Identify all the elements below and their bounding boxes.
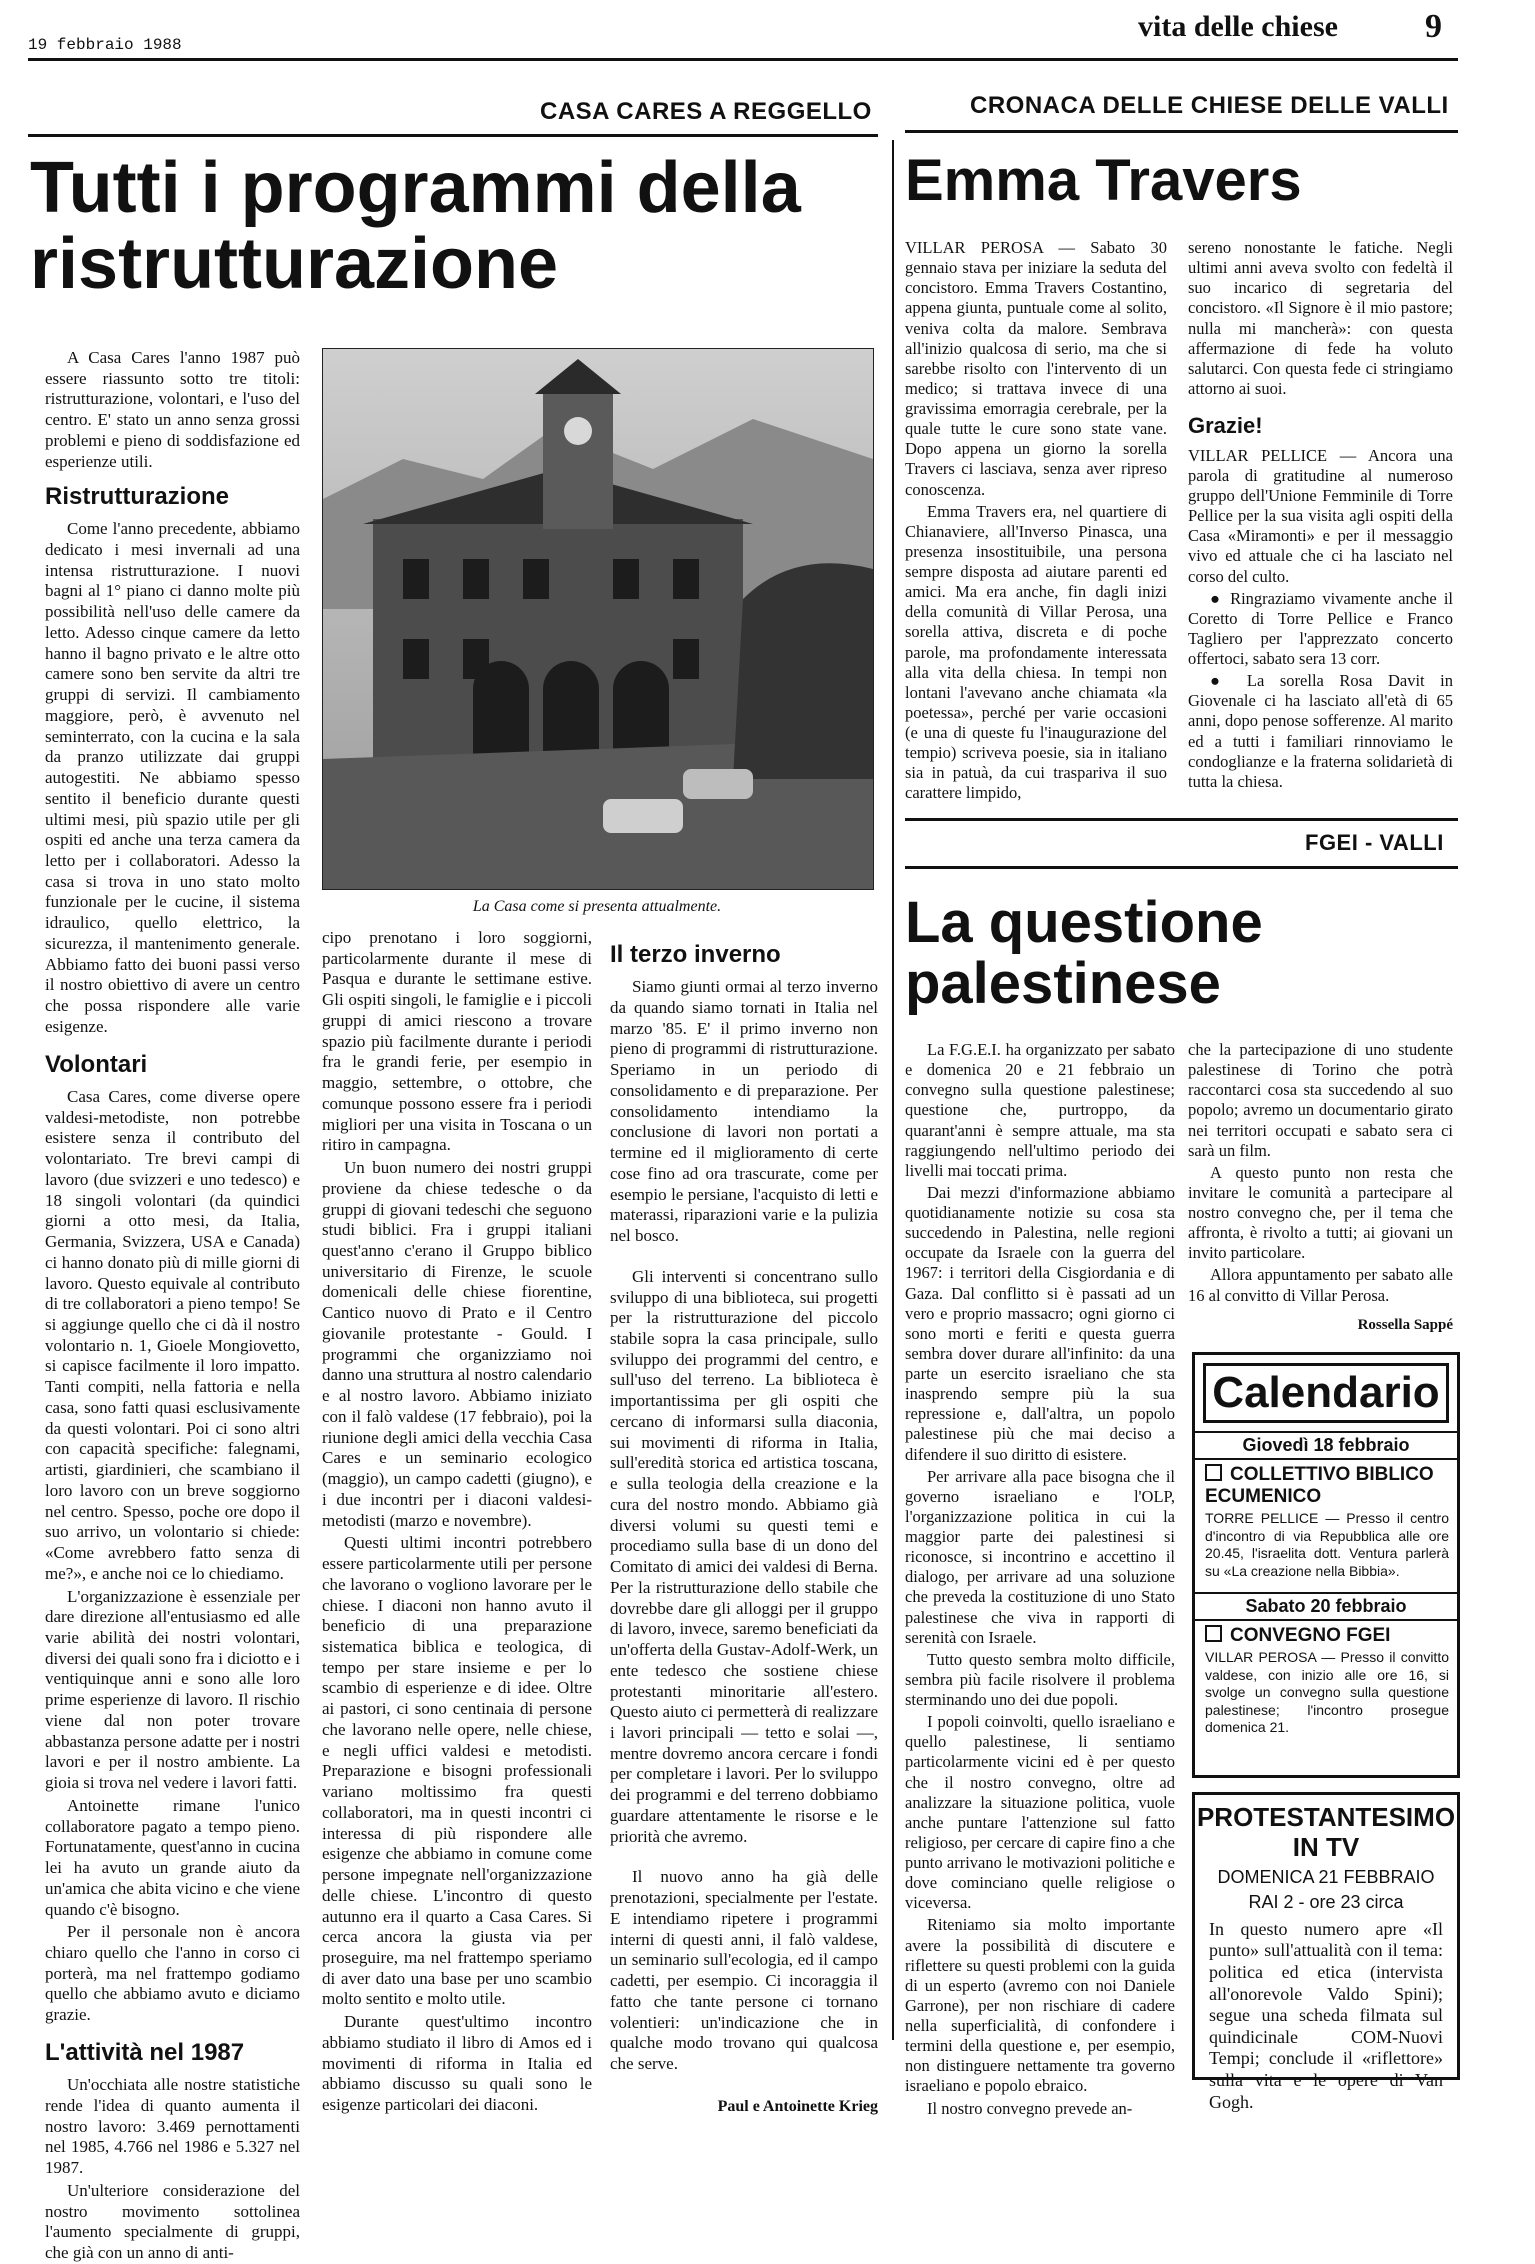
travers-paragraph-3: sereno nonostante le fatiche. Negli ultimi anni aveva svolto con fedeltà il suo incarico di segretaria del concistoro. «Il Signore è il mio pastore; nulla mi mancherà»: con questa affermazione di fede ha voluto salutarci. Con questa fede ci stringiamo attorno ai suoi.	[1188, 238, 1453, 398]
checkbox-icon	[1205, 1625, 1222, 1642]
casa-cares-photo	[322, 348, 874, 890]
paragraph-volontari-1: Casa Cares, come diverse opere valdesi-metodiste, non potrebbe esistere senza il contributo del volontariato. Tre brevi campi di lavoro (due svizzeri e uno tedesco) e 18 singoli volontari (da quindici giorni a otto mesi, da Italia, Germania, Svizzera, USA e Canada) ci hanno donato più di mille giorni di lavoro. Questo equivale al contributo di tre collaboratori a pieno tempo! Se si aggiunge quello che ci dà il nostro volontario n. 1, Gioele Mongiovetto, si capisce facilmente il loro impatto. Tanti compiti, nella fattoria e nella casa, sono fatti quasi esclusivamente da questi volontari. Poi ci sono altri con capacità specifiche: falegnami, artisti, giardinieri, che scambiano il loro lavoro con un breve soggiorno nel centro. Spesso, poche ore dopo il suo arrivo, un volontario si chiede: «Come avrebbero fatto senza di me?», e anche noi ce lo chiediamo.	[45, 1086, 300, 1583]
casa-cares-col-2	[322, 928, 592, 2116]
paragraph-volontari-3: Antoinette rimane l'unico collaboratore pagato a tempo pieno. Fortunatamente, quest'anno in cucina lei ha avuto un grande aiuto da un'amica che abita vicino e che viene quando c'è bisogno.	[45, 1795, 300, 1919]
palestina-paragraph-9: A questo punto non resta che invitare le comunità a partecipare al nostro convegno che, per il tema che affronta, è rivolto a tutti; ai giovani un invito particolare.	[1188, 1162, 1453, 1263]
travers-paragraph-1: VILLAR PEROSA — Sabato 30 gennaio stava per iniziare la seduta del concistoro. Emma Travers Costantino, appena giunta, puntuale come al solito, veniva colta da malore. Sembrava all'inizio qualcosa di serio, ma che si sarebbe risolto con l'intervento di un medico; si trattava invece di una gravissima emorragia cerebrale, per la quale tutte le cure sono state vane. Dopo appena un giorno la sorella Travers ci lasciava, senza aver ripreso conoscenza.	[905, 238, 1167, 499]
calendario-day-1: Giovedì 18 febbraio	[1195, 1431, 1457, 1460]
calendario-event-2-title	[1195, 1621, 1457, 1647]
event-2-title-text: CONVEGNO FGEI	[1230, 1625, 1391, 1646]
palestina-paragraph-6: Riteniamo sia molto importante avere la possibilità di discutere e riflettere su questi problemi con la guida di un esperto (avremo con noi Daniele Garrone), per non rischiare di cadere nella superficialità, di confondere i termini della questione e, per esempio, non distinguere nettamente tra governo israeliano e popolo ebraico.	[905, 1915, 1175, 2096]
subhead-attivita: L'attività nel 1987	[45, 2038, 245, 2066]
paragraph-ristrutturazione: Come l'anno precedente, abbiamo dedicato i mesi invernali ad una intensa ristrutturazione. I nuovi bagni al 1° piano ci danno molte più possibilità nell'uso delle camere da letto. Adesso cinque camere da letto hanno il bagno privato e le altre otto camere sono ben servite da altri tre gruppi di servizi. Il cambiamento maggiore, però, è avvenuto nel seminterrato, con la cucina e la sala da pranzo utilizzate dai gruppi autogestiti. Ne abbiamo spesso sentito il beneficio durante questi ultimi mesi, più spazio utile per gli ospiti ed anche una terza camera da letto per i collaboratori. Adesso la casa si trova in uno stato molto funzionale per le cucine, il sistema idraulico, quello elettrico, la sicurezza, il mantenimento generale. Abbiamo fatto dei buoni passi verso il nostro obiettivo di avere un centro che possa rispondere alle varie esigenze.	[45, 519, 300, 1036]
calendario-title: Calendario	[1203, 1363, 1449, 1423]
signature-sappe: Rossella Sappé	[1357, 1316, 1453, 1333]
intro-paragraph: A Casa Cares l'anno 1987 può essere riassunto sotto tre titoli: ristrutturazione, volontari, e l'uso del centro. E' stato un anno senza grossi problemi e pieno di soddisfazione ed esperienze utili.	[45, 348, 300, 471]
signature-krieg: Paul e Antoinette Krieg	[717, 2097, 878, 2115]
kicker-rule-left	[28, 134, 878, 137]
paragraph-terzo-3: Il nuovo anno ha già delle prenotazioni, specialmente per l'estate. E intendiamo ripetere i programmi interni di questi anni, il falò valdese, un seminario sull'ecologia, ed il campo cadetti, per esempio. Ci incoraggia il fatto che tante persone ci tornano volentieri: un'indicazione che in qualche modo trovano qui qualcosa che serve.	[610, 1867, 878, 2073]
palestina-paragraph-4: Tutto questo sembra molto difficile, sembra più facile risolvere il problema sterminando uno dei due popoli.	[905, 1649, 1175, 1709]
column-divider	[892, 140, 894, 2040]
palestina-paragraph-5: I popoli coinvolti, quello israeliano e quello palestinese, li sentiamo particolarmente vicini ed è per questo che il nostro convegno, oltre ad analizzare la situazione politica, vuole anche puntare l'attenzione sul fatto religioso, per cercare di capire fino a che punto arrivano le motivazioni politiche e dove cominciano quelle religiose o viceversa.	[905, 1712, 1175, 1913]
paragraph-mid-4: Durante quest'ultimo incontro abbiamo studiato il libro di Amos ed i movimenti di riforma in Italia ed abbiamo discusso su quali sono le esigenze particolari dei diaconi.	[322, 2012, 592, 2115]
tv-date: DOMENICA 21 FEBBRAIO	[1217, 1866, 1435, 1887]
paragraph-attivita-1: Un'occhiata alle nostre statistiche rende l'idea di quanto aumenta il nostro lavoro: 3.469 pernottamenti nel 1985, 4.766 nel 1986 e 5.327 nel 1987.	[45, 2075, 300, 2178]
event-1-title-text: COLLETTIVO BIBLICO ECUMENICO	[1205, 1464, 1434, 1507]
subhead-volontari: Volontari	[45, 1050, 148, 1078]
paragraph-mid-1: cipo prenotano i loro soggiorni, particolarmente durante il mese di Pasqua e durante le settimane estive. Gli ospiti singoli, le famiglie e i piccoli gruppi di amici riescono a trovare spazio più facilmente durante i periodi fra le grandi ferie, per esempio in maggio, settembre, o ottobre, che comunque possono essere fra i periodi migliori per una visita in Toscana o un ritiro in campagna.	[322, 928, 592, 1155]
paragraph-terzo-2: Gli interventi si concentrano sullo sviluppo di una biblioteca, sui progetti per la ristrutturazione del piccolo stabile sopra la casa principale, sullo sviluppo dei programmi del centro, e sull'uso del terreno. La biblioteca è importantissima per gli ospiti che cercano di informarsi sulla diaconia, sui movimenti di riforma in Italia, sull'eredità storica ed artistica toscana, e sulla teologia della creazione e la cura del nostro mondo. Abbiamo già diversi volumi su questi temi e procediamo sulla base di un dono del Comitato di amici dei valdesi di Berna. Per la ristrutturazione dello stabile che dovrebbe dare gli alloggi per il gruppo di lavoro, invece, saremo beneficiati da un'offerta della Gustav-Adolf-Werk, un ente tedesco che sostiene chiese protestanti minoritarie all'estero. Questo aiuto ci permetterà di realizzare i lavori principali — tetto e solai —, mentre dovremo ancora cercare i fondi per completare i lavori. Per lo sviluppo dei programmi e del terreno dobbiamo guardare attentamente le risorse e le priorità che avremo.	[610, 1266, 878, 1846]
paragraph-mid-2: Un buon numero dei nostri gruppi proviene da chiese tedesche o da gruppi di giovani tedeschi che seguono studi biblici. Fra i gruppi italiani quest'anno c'erano il Gruppo biblico universitario di Firenze, le scuole domenicali delle chiese fiorentine, Cantico nuovo di Prato e il Centro giovanile protestante - Gould. I programmi che organizziamo noi danno una struttura al nostro calendario e al nostro lavoro. Abbiamo iniziato con il falò valdese (17 febbraio), poi la riunione degli amici della vecchia Casa Cares e un seminario ecologico (maggio), un campo cadetti (giugno), e i due incontri per i diaconi valdesi-metodisti (marzo e novembre).	[322, 1158, 592, 1530]
building-illustration	[323, 349, 873, 889]
paragraph-volontari-4: Per il personale non è ancora chiaro quello che l'anno in corso ci porterà, ma nel frattempo godiamo quello che abbiamo avuto e diciamo grazie.	[45, 1922, 300, 2025]
subhead-terzo-inverno: Il terzo inverno	[610, 941, 781, 968]
casa-cares-kicker: CASA CARES A REGGELLO	[540, 98, 872, 125]
palestina-paragraph-3: Per arrivare alla pace bisogna che il governo israeliano e l'OLP, l'organizzazione politica in cui la maggior parte dei palestinesi si riconosce, si incontrino e accettino il dialogo, per arrivare ad una soluzione che preveda la costituzione di uno Stato palestinese che viva in rapporti di serenità con Israele.	[905, 1466, 1175, 1647]
tv-box	[1192, 1792, 1460, 2112]
paragraph-mid-3: Questi ultimi incontri potrebbero essere particolarmente utili per persone che lavorano o vogliono lavorare per le chiese. I diaconi non hanno avuto il beneficio di una preparazione sistematica biblica e teologica, di tempo per stare insieme e per lo scambio di esperienze e di idee. Oltre ai pastori, ci sono centinaia di persone che lavorano nelle opere, nelle chiese, e negli uffici valdesi e metodisti. Preparazione e bisogni professionali variano moltissimo fra questi collaboratori, ma in questi incontri ci interessa di più rispondere alle esigenze che abbiamo in comune come persone impegnate nell'organizzazione delle chiese. L'incontro di questo autunno era il quarto a Casa Cares. Si cerca ancora la giusta via per proseguire, ma nel frattempo speriamo di aver dato una base per uno scambio molto sentito e molto utile.	[322, 1533, 592, 2009]
travers-col-1	[905, 238, 1167, 804]
palestina-col-2	[1188, 1040, 1453, 1334]
palestina-paragraph-2: Dai mezzi d'informazione abbiamo quotidianamente notizie su cosa sta succedendo in Palestina, nelle regioni occupate da Israele con la guerra del 1967: i territori della Cisgiordania e di Gaza. Dal conflitto si è passati ad un vero e proprio massacro; ogni giorno ci sono morti e feriti e questa guerra sembra dover durare all'infinito: da una parte un esercito israeliano che sta inasprendo sempre più la sua repressione e, dall'altra, un popolo palestinese più che mai deciso a difendere il suo diritto di esistere.	[905, 1182, 1175, 1464]
palestina-paragraph-10: Allora appuntamento per sabato alle 16 al convitto di Villar Perosa.	[1188, 1265, 1453, 1305]
casa-cares-headline: Tutti i programmi della ristrutturazione	[30, 148, 801, 305]
palestina-paragraph-7: Il nostro convegno prevede an-	[927, 2098, 1133, 2118]
travers-col-2	[1188, 238, 1453, 792]
page-number: 9	[1425, 8, 1442, 45]
tv-channel: RAI 2 - ore 23 circa	[1248, 1891, 1404, 1912]
checkbox-icon	[1205, 1464, 1222, 1481]
subhead-grazie: Grazie!	[1188, 413, 1263, 438]
travers-paragraph-4: VILLAR PELLICE — Ancora una parola di gratitudine al numeroso gruppo dell'Unione Femminile di Torre Pellice per la sua visita agli ospiti della Casa «Miramonti» e per il messaggio vivo ed attuale che ci ha lasciato nel corso del culto.	[1188, 445, 1453, 586]
calendario-event-2-text: VILLAR PEROSA — Presso il convitto valdese, con inizio alle ore 16, si svolge un convegno sulla questione palestinese; l'incontro prosegue domenica 21.	[1205, 1649, 1449, 1735]
tv-title: PROTESTANTESIMO IN TV	[1196, 1802, 1456, 1862]
subhead-ristrutturazione: Ristrutturazione	[45, 483, 230, 510]
travers-paragraph-5: ● Ringraziamo vivamente anche il Coretto di Torre Pellice e Franco Tagliero per l'apprezzato concerto offertoci, sabato sera 13 corr.	[1188, 588, 1453, 669]
fgei-rule-top	[905, 818, 1458, 821]
paragraph-terzo-1: Siamo giunti ormai al terzo inverno da quando siamo tornati in Italia nel marzo '85. E' il primo inverno non pieno di programmi di ristrutturazione. Speriamo in un periodo di consolidamento e di preparazione. Per consolidamento intendiamo la conclusione di lavori non portati a termine ed il miglioramento di certe cose fino ad ora trascurate, come per esempio le persiane, l'acquisto di letti e materassi, riparazioni varie e la pulizia nel bosco.	[610, 977, 878, 1246]
travers-paragraph-2: Emma Travers era, nel quartiere di Chianaviere, all'Inverso Pinasca, una presenza insostituibile, una persona sempre disposta ad aiutare parenti ed amici. Ma era anche, fin dagli inizi della comunità di Villar Perosa, una sorella attiva, discreta e di poche parole, ma profondamente interessata alla vita della chiesa. In tempi non lontani l'avevano anche chiamata «la poetessa», perché per varie occasioni (e una di queste fu l'inaugurazione del tempio) scriveva poesie, sia in italiano sia in patuà, da cui traspariva il suo carattere limpido,	[905, 501, 1167, 803]
casa-cares-col-3	[610, 940, 878, 2116]
palestina-paragraph-1: La F.G.E.I. ha organizzato per sabato e domenica 20 e 21 febbraio un convegno sulla questione palestinese; questione che, purtroppo, da quarant'anni è sempre attuale, ma sta raggiungendo nell'ultimo periodo dei livelli mai toccati prima.	[905, 1040, 1175, 1180]
calendario-box	[1192, 1352, 1460, 1778]
calendario-event-1-title	[1195, 1460, 1457, 1508]
palestina-col-1	[905, 1040, 1175, 2119]
travers-kicker: CRONACA DELLE CHIESE DELLE VALLI	[970, 92, 1449, 119]
issue-date: 19 febbraio 1988	[28, 36, 182, 54]
palestina-paragraph-8: che la partecipazione di uno studente palestinese di Torino che potrà raccontarci cosa sta succedendo al suo popolo; avremo un documentario girato nei territori occupati e sabato sera ci sarà un film.	[1188, 1040, 1453, 1160]
paragraph-volontari-2: L'organizzazione è essenziale per dare direzione all'entusiasmo ed alle varie abilità dei nostri volontari, diversi dei quali sono fra i diciotto e i ventiquinque anni e sono alle loro prime esperienze di lavoro. Il rischio viene dal non poter trovare abbastanza persone adatte per i nostri lavori e per il nostro ambiente. La gioia si trova nel vedere i lavori fatti.	[45, 1586, 300, 1793]
palestina-headline: La questione palestinese	[905, 890, 1263, 1017]
tv-text: In questo numero apre «Il punto» sull'attualità con il tema: politica ed etica (intervista all'onorevole Valdo Spini); segue una scheda filmata sul quindicinale COM-Nuovi Tempi; conclude il «riflettore» sulla vita e le opere di Van Gogh.	[1209, 1918, 1443, 2112]
fgei-rule-bottom	[905, 866, 1458, 869]
photo-caption: La Casa come si presenta attualmente.	[472, 898, 722, 915]
section-title: vita delle chiese	[1138, 10, 1338, 43]
fgei-kicker: FGEI - VALLI	[1305, 830, 1444, 855]
travers-headline: Emma Travers	[905, 148, 1302, 213]
calendario-event-1-text: TORRE PELLICE — Presso il centro d'incontro di via Repubblica alle ore 20.45, l'israelita dott. Ventura parlerà su «La creazione nella Bibbia».	[1205, 1510, 1449, 1579]
casa-cares-col-1	[45, 470, 300, 2264]
masthead-rule	[28, 58, 1458, 61]
calendario-day-2: Sabato 20 febbraio	[1195, 1592, 1457, 1621]
paragraph-attivita-2: Un'ulteriore considerazione del nostro movimento sottolinea l'aumento specialmente di gruppi, che già con un anno di anti-	[45, 2180, 300, 2263]
travers-paragraph-6: ● La sorella Rosa Davit in Giovenale ci ha lasciato all'età di 65 anni, dopo penose sofferenze. Al marito ed a tutti i familiari rinnoviamo le condoglianze e la fraterna solidarietà di tutta la chiesa.	[1188, 671, 1453, 791]
casa-cares-intro	[45, 348, 300, 472]
kicker-rule-right	[905, 130, 1458, 133]
